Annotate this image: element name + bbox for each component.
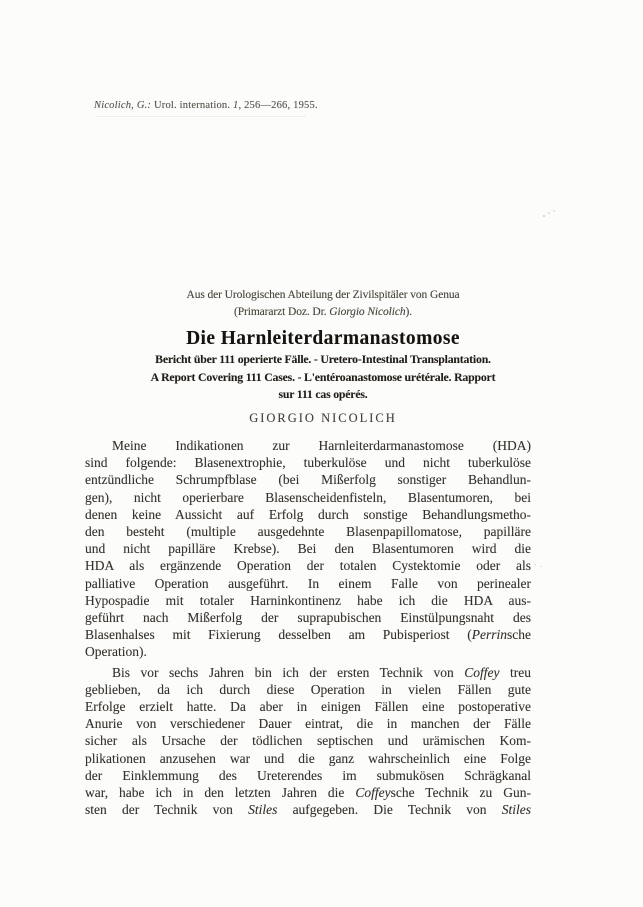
subtitle-line-english-french: A Report Covering 111 Cases. - L'entéroanastomose urétérale. Rapport bbox=[150, 369, 496, 384]
body-line bbox=[85, 575, 531, 592]
body-line bbox=[85, 489, 531, 506]
body-line bbox=[85, 681, 531, 698]
journal-citation bbox=[94, 100, 318, 111]
body-line bbox=[85, 767, 531, 784]
text-segment: gen), nicht operierbare Blasenscheidenfisteln, Blasentumoren, bei bbox=[85, 489, 531, 505]
italic-text-segment: Coffey bbox=[464, 664, 500, 680]
subtitle-line-french: sur 111 cas opérés. bbox=[278, 387, 368, 401]
text-segment: war, habe ich in den letzten Jahren die bbox=[85, 785, 356, 801]
body-line bbox=[85, 557, 531, 574]
text-segment: sten der Technik von bbox=[85, 802, 249, 818]
heading-block bbox=[88, 288, 558, 426]
text-segment: Bis vor sechs Jahren bin ich der ersten Technik von bbox=[112, 664, 465, 680]
body-line bbox=[85, 750, 531, 767]
body-paragraph bbox=[85, 437, 531, 661]
scan-artifact bbox=[534, 564, 536, 565]
body-line bbox=[85, 471, 531, 488]
italic-text-segment: Nicolich, G.: bbox=[94, 100, 152, 111]
body-line bbox=[85, 715, 531, 732]
body-text bbox=[85, 437, 531, 818]
scan-artifact bbox=[543, 215, 545, 217]
text-segment: Operation). bbox=[85, 644, 147, 660]
italic-text-segment: Stiles bbox=[501, 802, 532, 818]
text-segment: Hypospadie mit totaler Harninkontinenz habe ich die HDA aus- bbox=[85, 592, 531, 608]
body-line bbox=[85, 437, 531, 454]
article-title: Die Harnleiterdarmanastomose bbox=[186, 328, 460, 349]
body-line bbox=[85, 540, 531, 557]
text-segment: geblieben, da ich durch diese Operation in vielen Fällen gute bbox=[85, 681, 531, 697]
text-segment: den besteht (multiple ausgedehnte Blasenpapillomatose, papilläre bbox=[85, 524, 531, 540]
body-line bbox=[85, 698, 531, 715]
text-segment: treu bbox=[499, 664, 531, 680]
italic-text-segment: 1 bbox=[233, 100, 239, 111]
text-segment: geführt nach Mißerfolg der suprapubischen Einstülpungsnaht des bbox=[85, 610, 531, 626]
subtitle-line-german: Bericht über 111 operierte Fälle. - Uretero-Intestinal Transplantation. bbox=[155, 352, 491, 366]
italic-text-segment: Coffey bbox=[355, 785, 391, 801]
text-segment: Anurie von verschiedener Dauer eintrat, die in manchen der Fälle bbox=[85, 716, 531, 732]
body-line bbox=[85, 523, 531, 540]
text-segment: und nicht papilläre Krebse). Bei den Blasentumoren wird die bbox=[85, 541, 531, 557]
text-segment: Urol. internation. bbox=[151, 100, 233, 111]
text-segment: Erfolge erzielt hatte. Da aber in einigen Fällen eine postoperative bbox=[85, 699, 531, 715]
text-segment: ). bbox=[405, 306, 413, 318]
text-segment: sicher als Ursache der tödlichen septischen und urämischen Kom- bbox=[85, 733, 531, 749]
body-line bbox=[85, 664, 531, 681]
text-segment: Meine Indikationen zur Harnleiterdarmanastomose (HDA) bbox=[112, 438, 531, 453]
italic-text-segment: Giorgio Nicolich bbox=[329, 306, 406, 318]
body-line bbox=[85, 801, 531, 818]
text-segment: sind folgende: Blasenextrophie, tuberkulöse und nicht tuberkulöse bbox=[85, 455, 531, 471]
text-segment: sche bbox=[507, 627, 531, 643]
body-line bbox=[85, 609, 531, 626]
institution-line: Aus der Urologischen Abteilung der Zivilspitäler von Genua bbox=[186, 289, 460, 301]
text-segment: sche Technik zu Gun- bbox=[390, 785, 531, 801]
text-segment: denen keine Aussicht auf Erfolg durch sonstige Behandlungsmetho- bbox=[85, 506, 531, 522]
body-line bbox=[85, 626, 531, 643]
scan-smudge bbox=[96, 116, 306, 117]
italic-text-segment: Perrin bbox=[471, 627, 507, 643]
text-segment: , 256—266, 1955. bbox=[238, 100, 318, 111]
text-segment: entzündliche Schrumpfblase (bei Mißerfolg sonstiger Behandlun- bbox=[85, 472, 531, 488]
body-line bbox=[85, 732, 531, 749]
institution-credit-line bbox=[88, 305, 558, 319]
author-name: GIORGIO NICOLICH bbox=[249, 410, 397, 425]
body-line bbox=[85, 592, 531, 609]
text-segment: der Einklemmung des Ureterendes im submukösen Schrägkanal bbox=[85, 767, 531, 783]
body-line bbox=[85, 643, 531, 660]
text-segment: aufgegeben. Die Technik von bbox=[277, 802, 502, 818]
body-line bbox=[85, 454, 531, 471]
text-segment: (Primararzt Doz. Dr. bbox=[233, 306, 330, 318]
body-line bbox=[85, 506, 531, 523]
text-segment: plikationen anzusehen war und die ganz wahrscheinlich eine Folge bbox=[85, 750, 531, 766]
italic-text-segment: Stiles bbox=[248, 802, 278, 818]
text-segment: Blasenhalses mit Fixierung desselben am Pubisperiost ( bbox=[85, 627, 472, 643]
body-line bbox=[85, 784, 531, 801]
body-paragraph bbox=[85, 664, 531, 819]
text-segment: palliative Operation ausgeführt. In einem Falle von perinealer bbox=[85, 575, 531, 591]
text-segment: HDA als ergänzende Operation der totalen Cystektomie oder als bbox=[85, 558, 531, 574]
